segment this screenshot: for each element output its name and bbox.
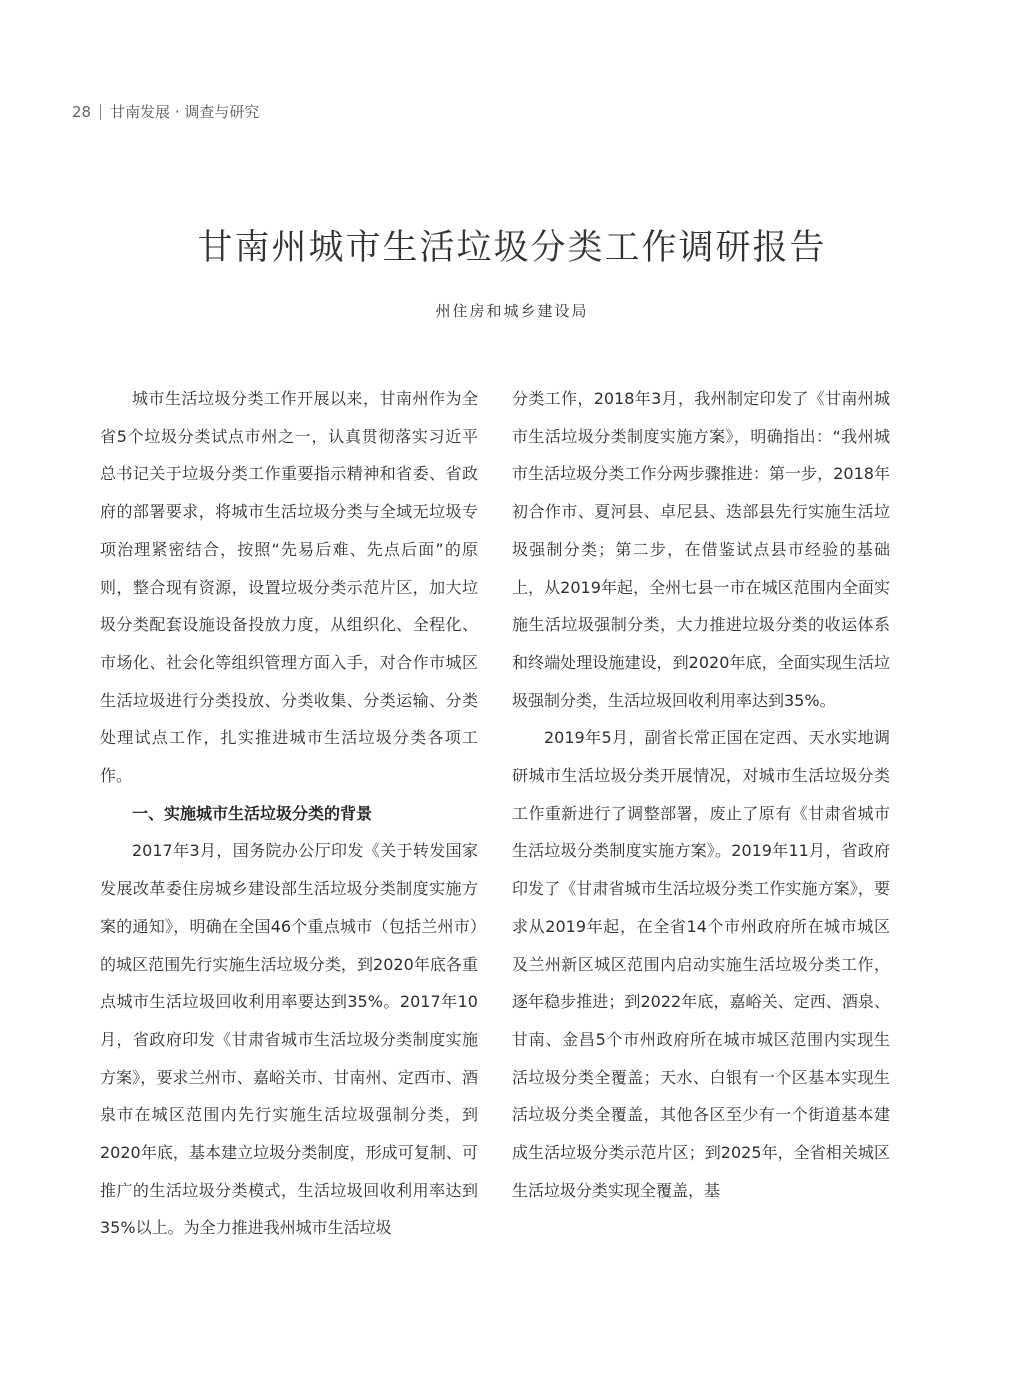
body-paragraph: 2019年5月，副省长常正国在定西、天水实地调研城市生活垃圾分类开展情况，对城市生活垃圾分类工作重新进行了调整部署，废止了原有《甘肃省城市生活垃圾分类制度实施方案》。2019年11月，省政府印发了《甘肃省城市生活垃圾分类工作实施方案》，要求从2019年起，在全省14个市州政府所在城市城区及兰州新区城区范围内启动实施生活垃圾分类工作，逐年稳步推进；到2022年底，嘉峪关、定西、酒泉、甘南、金昌5个市州政府所在城市城区范围内实现生活垃圾分类全覆盖；天水、白银有一个区基本实现生活垃圾分类全覆盖，其他各区至少有一个街道基本建成生活垃圾分类示范片区；到2025年，全省相关城区生活垃圾分类实现全覆盖，基: [512, 728, 890, 1200]
running-header: [72, 101, 259, 122]
continued-paragraph: 分类工作，2018年3月，我州制定印发了《甘南州城市生活垃圾分类制度实施方案》，明确指出：“我州城市生活垃圾分类工作分两步骤推进：第一步，2018年初合作市、夏河县、卓尼县、迭部县先行实施生活垃圾强制分类；第二步，在借鉴试点县市经验的基础上，从2019年起，全州七县一市在城区范围内全面实施生活垃圾强制分类，大力推进垃圾分类的收运体系和终端处理设施建设，到2020年底，全面实现生活垃圾强制分类，生活垃圾回收利用率达到35%。: [512, 389, 890, 710]
left-column: [100, 380, 478, 1247]
article-title: 甘南州城市生活垃圾分类工作调研报告: [197, 228, 827, 268]
intro-paragraph: 城市生活垃圾分类工作开展以来，甘南州作为全省5个垃圾分类试点市州之一，认真贯彻落实习近平总书记关于垃圾分类工作重要指示精神和省委、省政府的部署要求，将城市生活垃圾分类与全域无垃圾专项治理紧密结合，按照“先易后难、先点后面”的原则，整合现有资源，设置垃圾分类示范片区，加大垃圾分类配套设施设备投放力度，从组织化、全程化、市场化、社会化等组织管理方面入手，对合作市城区生活垃圾进行分类投放、分类收集、分类运输、分类处理试点工作，扎实推进城市生活垃圾分类各项工作。: [100, 389, 478, 786]
body-paragraph: 2017年3月，国务院办公厅印发《关于转发国家发展改革委住房城乡建设部生活垃圾分类制度实施方案的通知》，明确在全国46个重点城市（包括兰州市）的城区范围先行实施生活垃圾分类，到2020年底各重点城市生活垃圾回收利用率要达到35%。2017年10月，省政府印发《甘肃省城市生活垃圾分类制度实施方案》，要求兰州市、嘉峪关市、甘南州、定西市、酒泉市在城区范围内先行实施生活垃圾强制分类，到2020年底，基本建立垃圾分类制度，形成可复制、可推广的生活垃圾分类模式，生活垃圾回收利用率达到35%以上。为全力推进我州城市生活垃圾: [100, 841, 478, 1238]
header-divider: [100, 104, 101, 120]
article-author: 州住房和城乡建设局: [435, 302, 589, 320]
page-number: 28: [72, 102, 92, 121]
section-name: 甘南发展 · 调查与研究: [110, 103, 260, 121]
right-column: [512, 380, 890, 1209]
section-heading: 一、实施城市生活垃圾分类的背景: [132, 803, 373, 823]
